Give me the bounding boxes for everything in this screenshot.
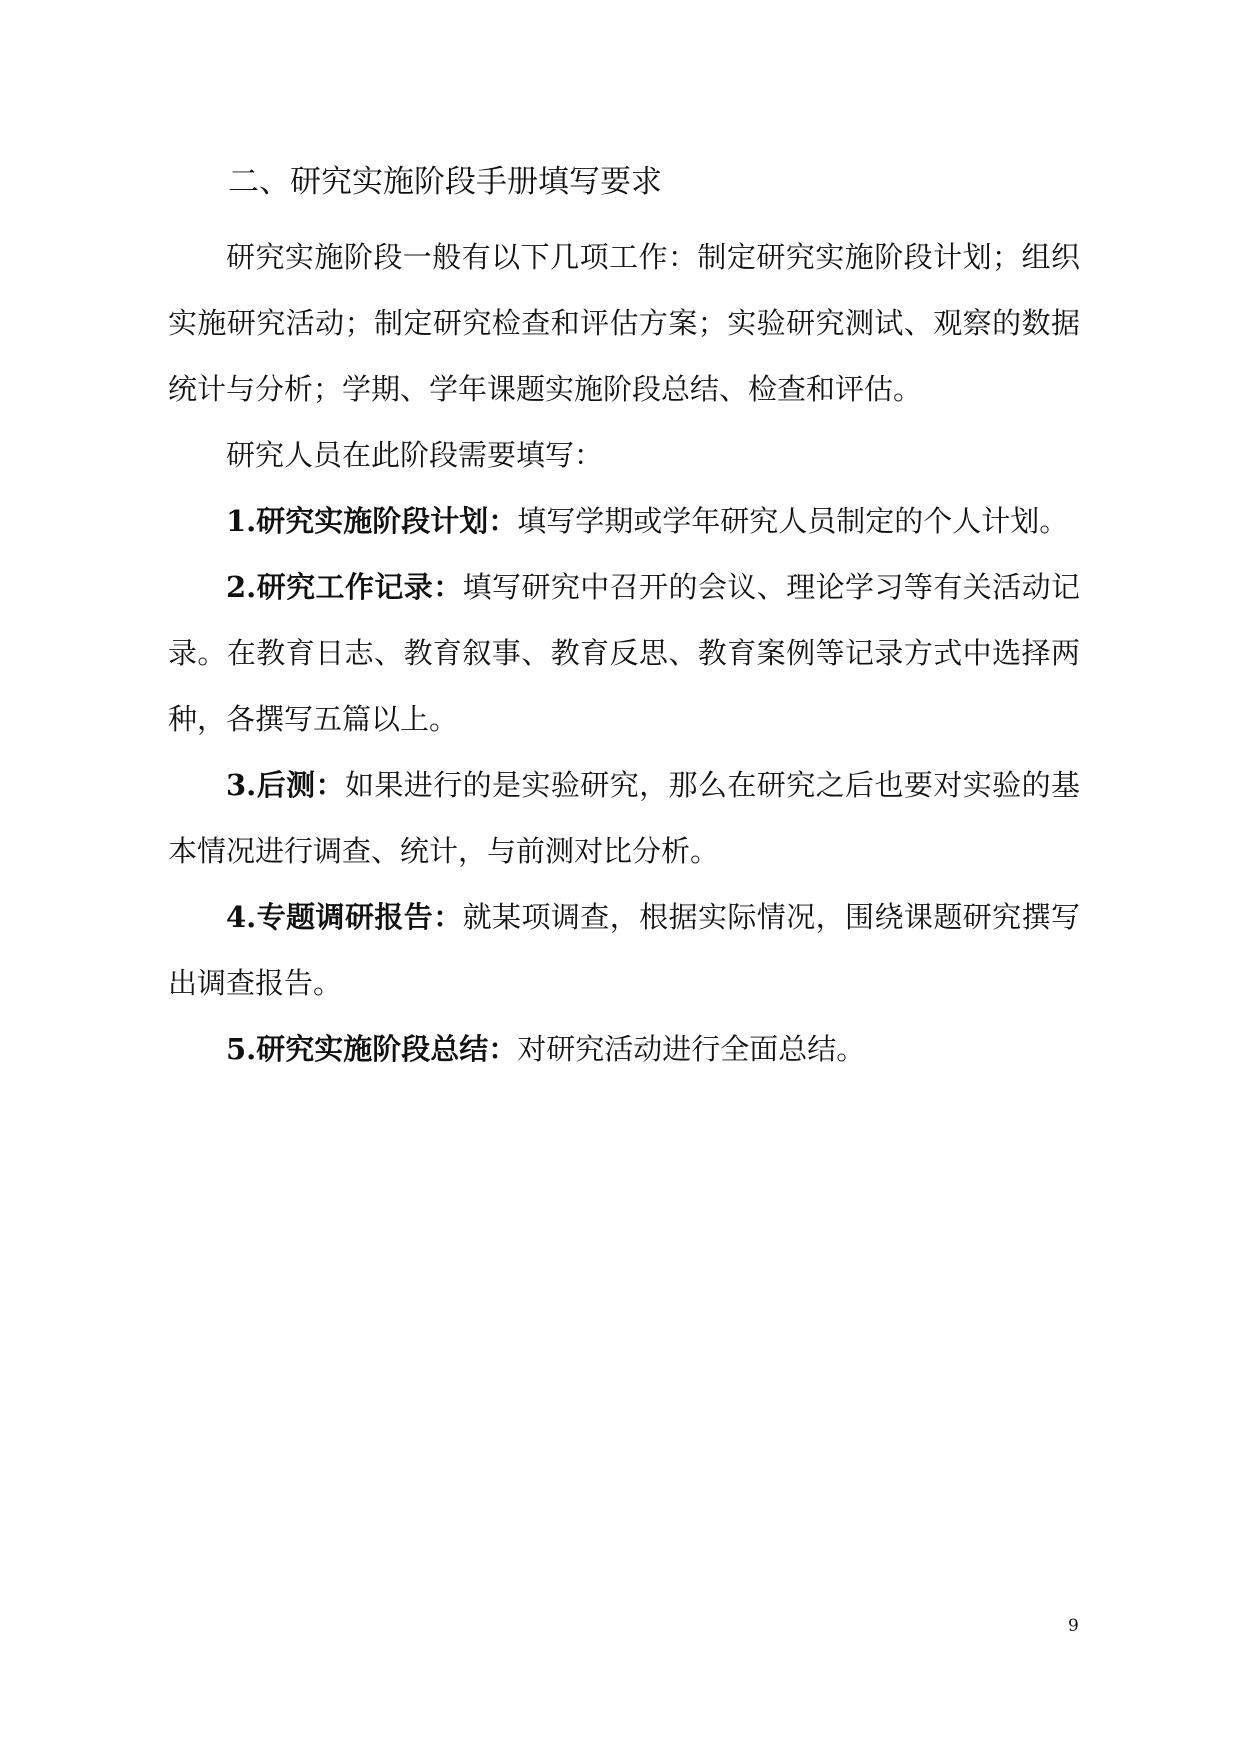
lead-paragraph: 研究人员在此阶段需要填写： <box>226 438 604 472</box>
intro-paragraph: 研究实施阶段一般有以下几项工作：制定研究实施阶段计划；组织实施研究活动；制定研究检查和评估方案；实验研究测试、观察的数据统计与分析；学期、学年课题实施阶段总结、检查和评估。 <box>168 240 1080 406</box>
list-item-4-body: 就某项调查，根据实际情况，围绕课题研究撰写出调查报告。 <box>168 900 1080 1000</box>
list-item-2-title: 2.研究工作记录： <box>226 570 463 604</box>
section-heading: 二、研究实施阶段手册填写要求 <box>228 164 662 200</box>
list-item-3 <box>168 752 1080 884</box>
list-item-2 <box>168 554 1080 752</box>
list-item-3-title: 3.后测： <box>226 768 345 802</box>
list-item-1-body: 填写学期或学年研究人员制定的个人计划。 <box>517 504 1069 538</box>
list-item-3-body: 如果进行的是实验研究，那么在研究之后也要对实验的基本情况进行调查、统计，与前测对比分析。 <box>168 768 1080 868</box>
page-number: 9 <box>1068 1616 1079 1636</box>
list-item-2-body: 填写研究中召开的会议、理论学习等有关活动记录。在教育日志、教育叙事、教育反思、教育案例等记录方式中选择两种，各撰写五篇以上。 <box>168 570 1080 736</box>
list-item-5-title: 5.研究实施阶段总结： <box>226 1032 518 1066</box>
list-item-4 <box>168 884 1080 1016</box>
list-item-5-body: 对研究活动进行全面总结。 <box>517 1032 866 1066</box>
list-item-4-title: 4.专题调研报告： <box>226 900 463 934</box>
list-item-5 <box>168 1016 1080 1082</box>
list-item-1 <box>168 488 1080 554</box>
list-item-1-title: 1.研究实施阶段计划： <box>226 504 518 538</box>
